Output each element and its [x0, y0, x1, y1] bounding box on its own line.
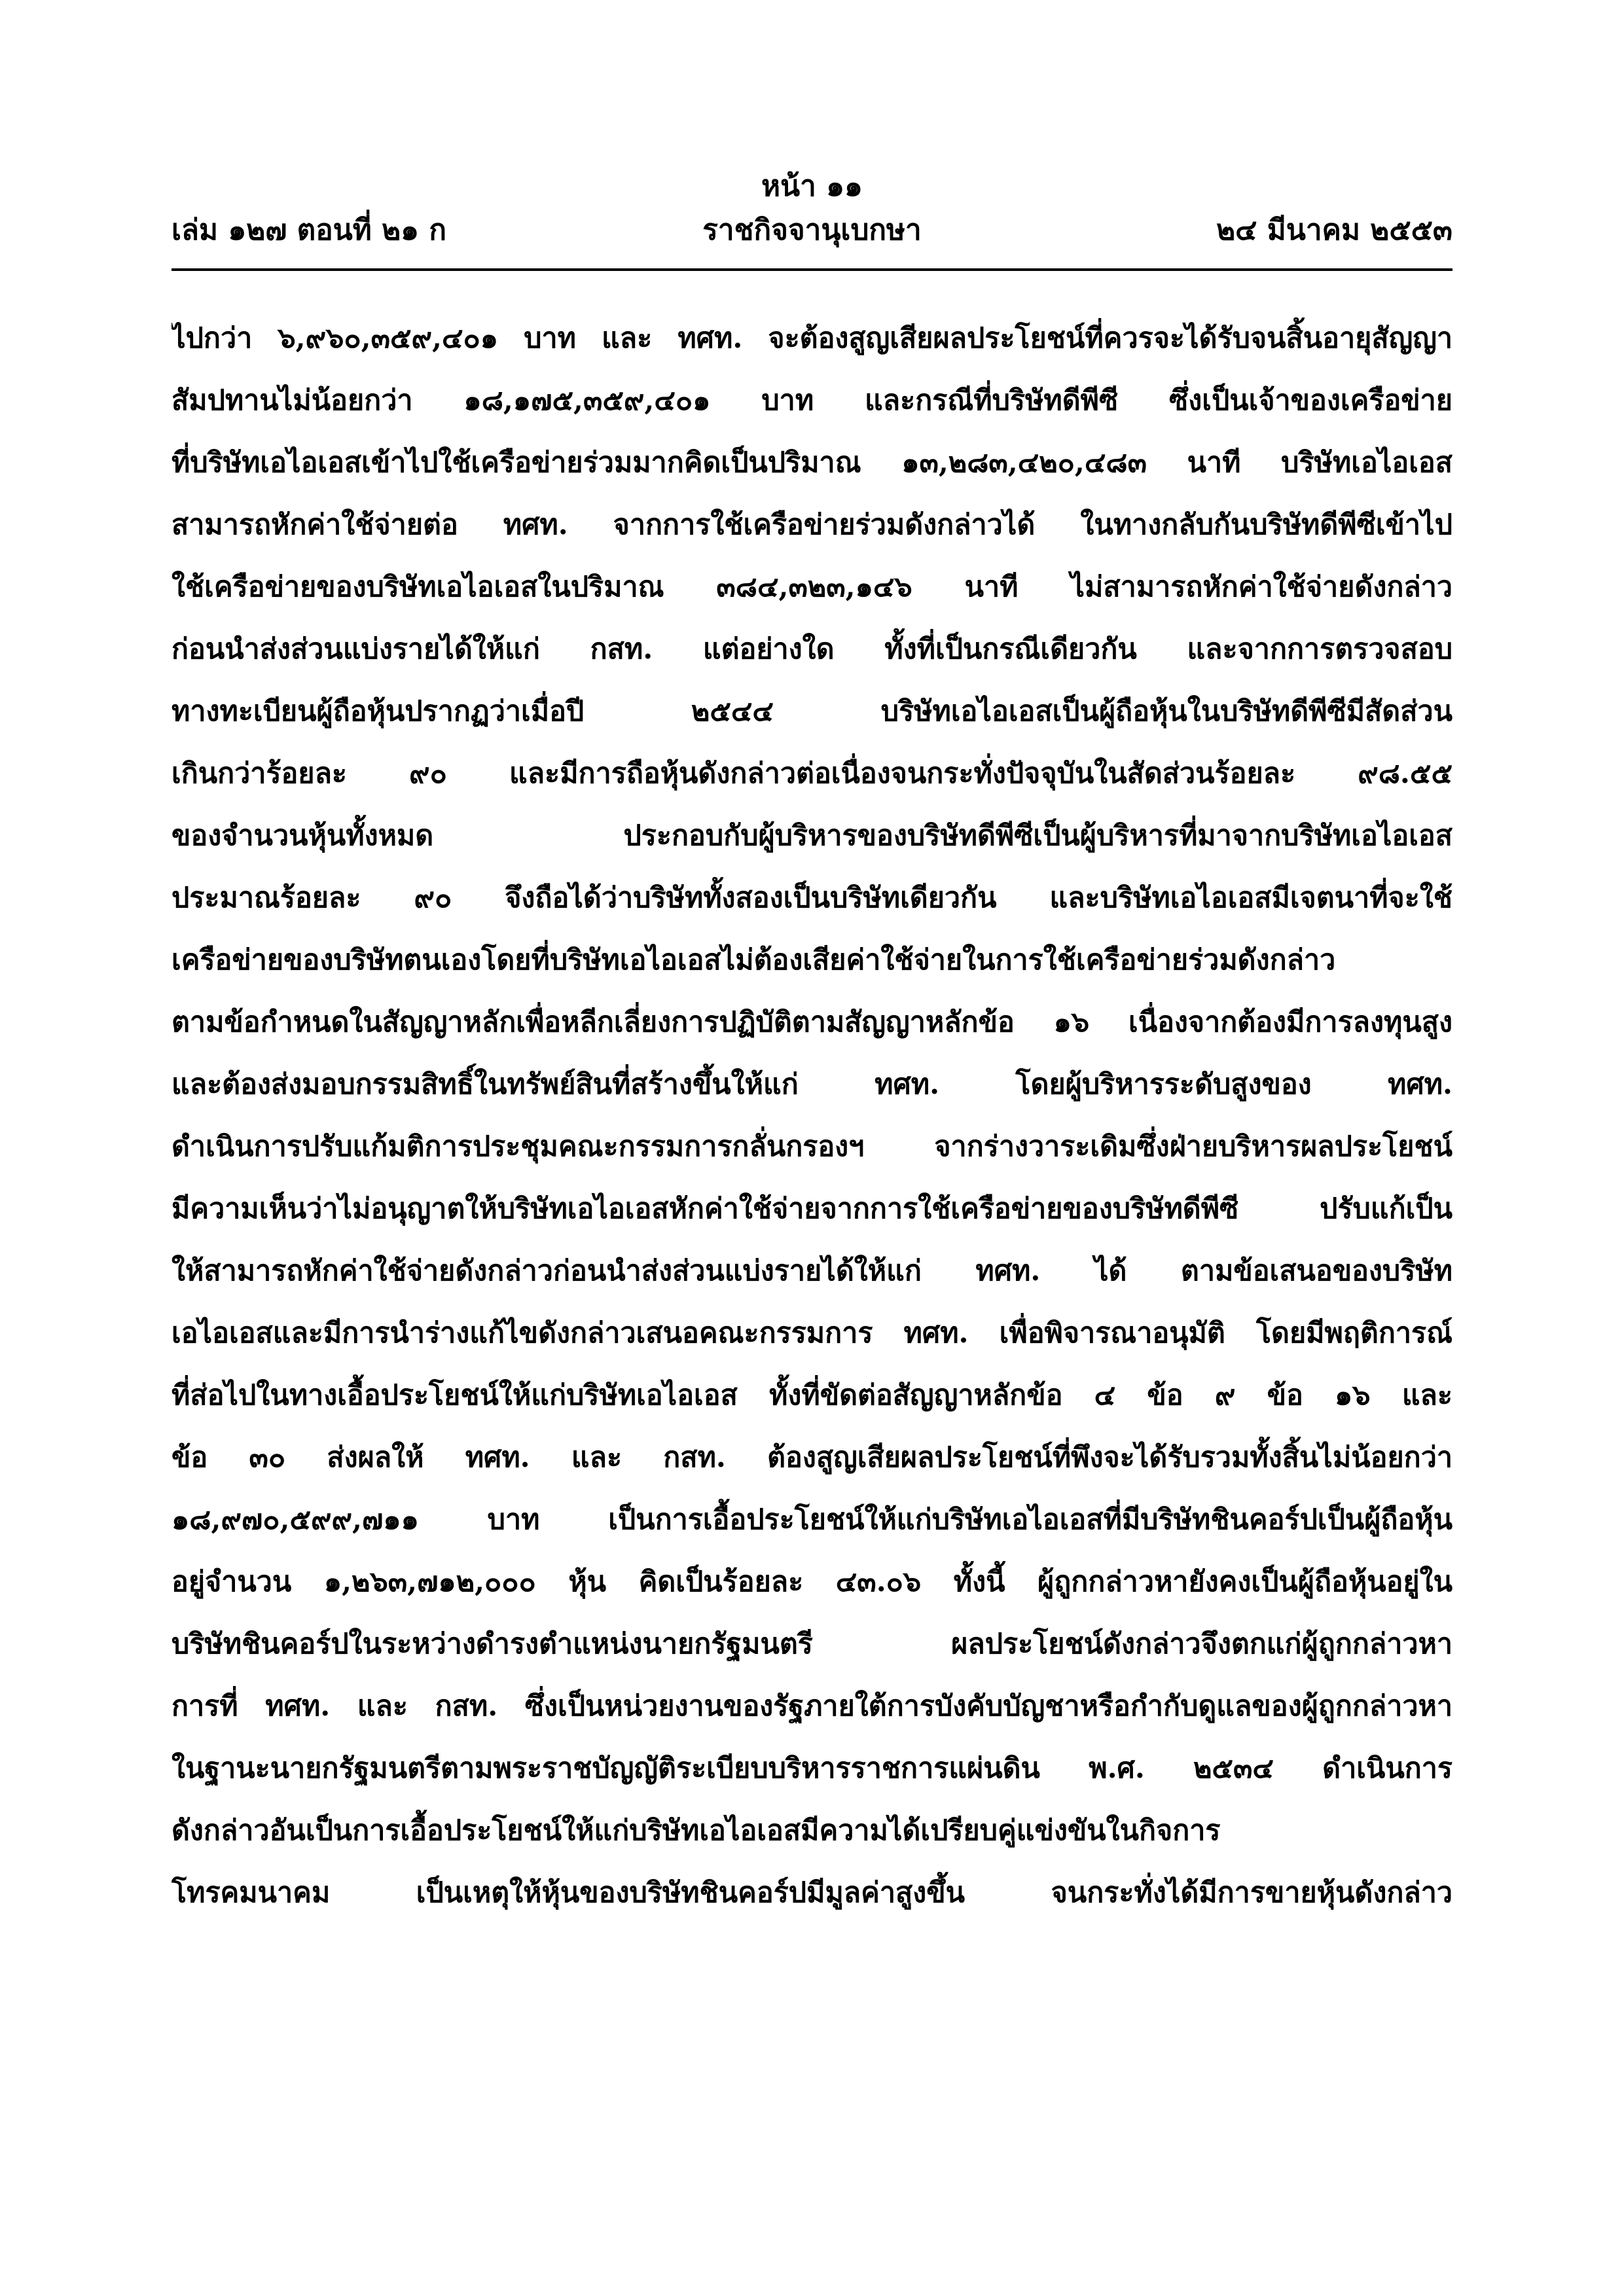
- volume-issue: เล่ม ๑๒๗ ตอนที่ ๒๑ ก: [171, 213, 446, 247]
- text-line: ใช้เครือข่ายของบริษัทเอไอเอสในปริมาณ ๓๘๔,๓๒๓,๑๔๖ นาที ไม่สามารถหักค่าใช้จ่ายดังกล่าว: [171, 571, 1453, 603]
- text-line: สามารถหักค่าใช้จ่ายต่อ ทศท. จากการใช้เครือข่ายร่วมดังกล่าวได้ ในทางกลับกันบริษัทดีพีซีเข้าไป: [171, 509, 1453, 541]
- text-line: เครือข่ายของบริษัทตนเองโดยที่บริษัทเอไอเอสไม่ต้องเสียค่าใช้จ่ายในการใช้เครือข่ายร่วมดังกล่าว: [171, 944, 1336, 977]
- text-line: ดำเนินการปรับแก้มติการประชุมคณะกรรมการกลั่นกรองฯ จากร่างวาระเดิมซึ่งฝ่ายบริหารผลประโยชน์: [171, 1130, 1453, 1163]
- text-line: ดังกล่าวอันเป็นการเอื้อประโยชน์ให้แก่บริษัทเอไอเอสมีความได้เปรียบคู่แข่งขันในกิจการ: [171, 1814, 1221, 1847]
- text-line: ตามข้อกำหนดในสัญญาหลักเพื่อหลีกเลี่ยงการปฏิบัติตามสัญญาหลักข้อ ๑๖ เนื่องจากต้องมีการลงทุนสูง: [171, 1006, 1453, 1039]
- body-text: [171, 308, 1453, 1924]
- text-line: ให้สามารถหักค่าใช้จ่ายดังกล่าวก่อนนำส่งส่วนแบ่งรายได้ให้แก่ ทศท. ได้ ตามข้อเสนอของบริษัท: [171, 1255, 1453, 1287]
- text-line: เอไอเอสและมีการนำร่างแก้ไขดังกล่าวเสนอคณะกรรมการ ทศท. เพื่อพิจารณาอนุมัติ โดยมีพฤติการณ์: [171, 1317, 1453, 1350]
- text-line: อยู่จำนวน ๑,๒๖๓,๗๑๒,๐๐๐ หุ้น คิดเป็นร้อยละ ๔๓.๐๖ ทั้งนี้ ผู้ถูกกล่าวหายังคงเป็นผู้ถือหุ้นอยู่ใน: [171, 1566, 1453, 1598]
- text-line: ก่อนนำส่งส่วนแบ่งรายได้ให้แก่ กสท. แต่อย่างใด ทั้งที่เป็นกรณีเดียวกัน และจากการตรวจสอบ: [171, 633, 1453, 666]
- text-line: โทรคมนาคม เป็นเหตุให้หุ้นของบริษัทชินคอร์ปมีมูลค่าสูงขึ้น จนกระทั่งได้มีการขายหุ้นดังกล่าว: [171, 1876, 1453, 1909]
- page-number: หน้า ๑๑: [761, 170, 863, 203]
- publication-title: ราชกิจจานุเบกษา: [702, 213, 922, 247]
- text-line: ที่บริษัทเอไอเอสเข้าไปใช้เครือข่ายร่วมมากคิดเป็นปริมาณ ๑๓,๒๘๓,๔๒๐,๔๘๓ นาที บริษัทเอไอเอส: [171, 446, 1453, 479]
- text-line: ในฐานะนายกรัฐมนตรีตามพระราชบัญญัติระเบียบบริหารราชการแผ่นดิน พ.ศ. ๒๕๓๔ ดำเนินการ: [171, 1752, 1453, 1785]
- text-line: ข้อ ๓๐ ส่งผลให้ ทศท. และ กสท. ต้องสูญเสียผลประโยชน์ที่พึงจะได้รับรวมทั้งสิ้นไม่น้อยกว่า: [171, 1441, 1453, 1474]
- text-line: บริษัทชินคอร์ปในระหว่างดำรงตำแหน่งนายกรัฐมนตรี ผลประโยชน์ดังกล่าวจึงตกแก่ผู้ถูกกล่าวหา: [171, 1628, 1453, 1660]
- text-line: ประมาณร้อยละ ๙๐ จึงถือได้ว่าบริษัททั้งสองเป็นบริษัทเดียวกัน และบริษัทเอไอเอสมีเจตนาที่จะใช้: [171, 882, 1453, 914]
- text-line: ๑๘,๙๗๐,๕๙๙,๗๑๑ บาท เป็นการเอื้อประโยชน์ให้แก่บริษัทเอไอเอสที่มีบริษัทชินคอร์ปเป็นผู้ถือหุ้น: [171, 1503, 1453, 1536]
- text-line: ไปกว่า ๖,๙๖๐,๓๕๙,๔๐๑ บาท และ ทศท. จะต้องสูญเสียผลประโยชน์ที่ควรจะได้รับจนสิ้นอายุสัญญา: [171, 322, 1453, 355]
- publication-date: ๒๔ มีนาคม ๒๕๕๓: [1216, 213, 1453, 247]
- text-line: มีความเห็นว่าไม่อนุญาตให้บริษัทเอไอเอสหักค่าใช้จ่ายจากการใช้เครือข่ายของบริษัทดีพีซี ปรับแก้เป็น: [171, 1193, 1453, 1225]
- text-line: และต้องส่งมอบกรรมสิทธิ์ในทรัพย์สินที่สร้างขึ้นให้แก่ ทศท. โดยผู้บริหารระดับสูงของ ทศท.: [171, 1068, 1453, 1101]
- text-line: สัมปทานไม่น้อยกว่า ๑๘,๑๗๕,๓๕๙,๔๐๑ บาท และกรณีที่บริษัทดีพีซี ซึ่งเป็นเจ้าของเครือข่าย: [171, 384, 1453, 417]
- text-line: การที่ ทศท. และ กสท. ซึ่งเป็นหน่วยงานของรัฐภายใต้การบังคับบัญชาหรือกำกับดูแลของผู้ถูกกล่าวหา: [171, 1690, 1453, 1723]
- text-line: ทางทะเบียนผู้ถือหุ้นปรากฏว่าเมื่อปี ๒๕๔๔ บริษัทเอไอเอสเป็นผู้ถือหุ้นในบริษัทดีพีซีมีสัดส่วน: [171, 695, 1453, 728]
- header-divider: [171, 268, 1453, 271]
- text-line: เกินกว่าร้อยละ ๙๐ และมีการถือหุ้นดังกล่าวต่อเนื่องจนกระทั่งปัจจุบันในสัดส่วนร้อยละ ๙๘.๕๕: [171, 757, 1453, 790]
- gazette-header: [171, 211, 1453, 250]
- text-line: ที่ส่อไปในทางเอื้อประโยชน์ให้แก่บริษัทเอไอเอส ทั้งที่ขัดต่อสัญญาหลักข้อ ๔ ข้อ ๙ ข้อ ๑๖ และ: [171, 1379, 1453, 1412]
- text-line: ของจำนวนหุ้นทั้งหมด ประกอบกับผู้บริหารของบริษัทดีพีซีเป็นผู้บริหารที่มาจากบริษัทเอไอเอส: [171, 819, 1453, 852]
